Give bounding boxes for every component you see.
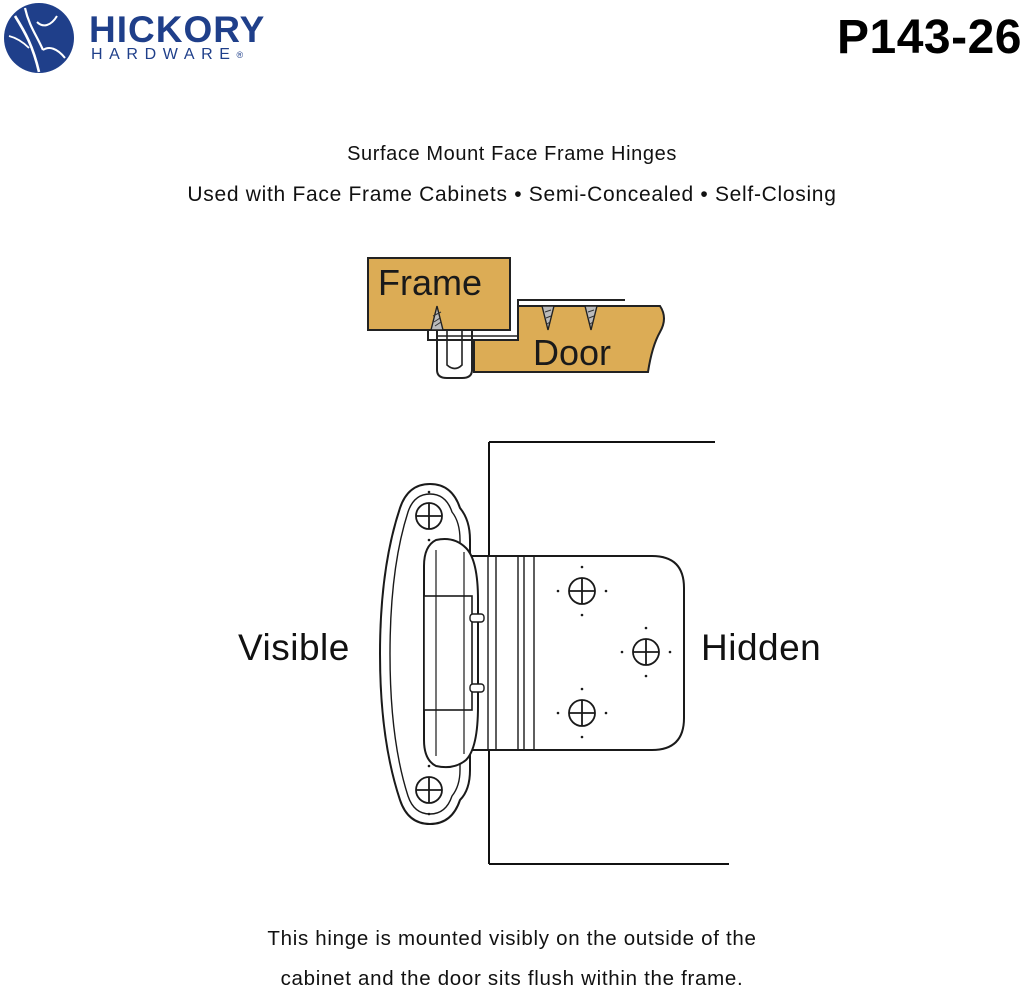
- brand-name: HICKORY: [89, 9, 266, 50]
- section-hinge-plate: [437, 330, 472, 378]
- frame-label: Frame: [378, 262, 483, 303]
- product-title: Surface Mount Face Frame Hinges: [347, 143, 677, 165]
- caption-line-1: This hinge is mounted visibly on the outside of the: [267, 927, 757, 950]
- hinge-drawing: [380, 484, 684, 824]
- visible-side-label: Visible: [238, 627, 350, 668]
- hidden-side-label: Hidden: [701, 627, 822, 668]
- screw-hole: [633, 639, 659, 665]
- screw-hole: [569, 700, 595, 726]
- screw-hole: [416, 503, 442, 529]
- door-label: Door: [533, 332, 612, 373]
- product-features: Used with Face Frame Cabinets • Semi-Concealed • Self-Closing: [187, 183, 837, 206]
- screw-hole: [569, 578, 595, 604]
- model-number: P143-26: [837, 11, 1022, 64]
- screw-hole: [416, 777, 442, 803]
- registered-mark: ®: [236, 50, 244, 60]
- brand-sub-text: HARDWARE: [91, 46, 237, 63]
- caption-line-2: cabinet and the door sits flush within the frame.: [280, 967, 744, 990]
